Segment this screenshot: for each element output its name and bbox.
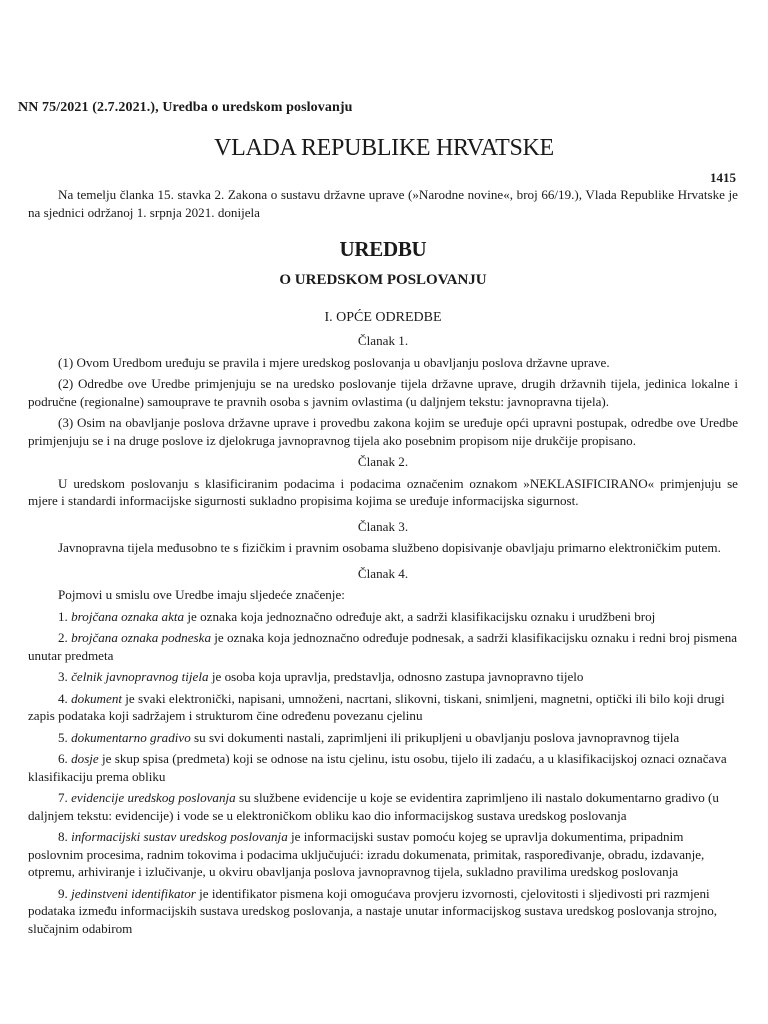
definition-number: 7. (58, 790, 68, 805)
definition-term: brojčana oznaka podneska (71, 630, 211, 645)
article-4-heading: Članak 4. (357, 565, 409, 581)
definition-term: jedinstveni identifikator (71, 885, 196, 901)
definition-term: brojčana oznaka akta (71, 608, 185, 624)
definition-term: dokument (71, 690, 123, 706)
article-4-intro: Pojmovi u smislu ove Uredbe imaju sljedeće značenje: (58, 587, 345, 602)
article-1-heading: Članak 1. (357, 333, 409, 348)
regulation-title: UREDBU (339, 237, 427, 261)
definition-term: dokumentarno gradivo (71, 729, 191, 745)
definition-text: je oznaka koja jednoznačno određuje akt, a sadrži klasifikacijsku oznaku i urudžbeni broj (187, 608, 656, 624)
regulation-subtitle: O UREDSKOM POSLOVANJU (279, 272, 487, 288)
definition-item (28, 789, 738, 824)
article-1-paragraph-2: (2) Odredbe ove Uredbe primjenjuju se na uredsko poslovanje tijela državne uprave, drugih državnih tijela, jedinica lokalne i područne (regionalne) samouprave te pravnih osoba s javnim ovlastima (u daljnjem tekstu: javnopravna tijela). (28, 376, 738, 409)
preamble: Na temelju članka 15. stavka 2. Zakona o sustavu državne uprave (»Narodne novine«, broj 66/19.), Vlada Republike Hrvatske je na sjednici održanoj 1. srpnja 2021. donijela (28, 187, 738, 220)
definition-item (28, 668, 738, 686)
definition-text: je svaki elektronički, napisani, umnoženi, nacrtani, slikovni, tiskani, snimljeni, magnetni, optički ili bilo koji drugi zapis podataka koji sadržajem i strukturom čine određenu povezanu cjelinu (28, 690, 725, 723)
article-1-paragraph-1: (1) Ovom Uredbom uređuju se pravila i mjere uredskog poslovanja u obavljanju poslova državne uprave. (58, 354, 610, 370)
definition-term: informacijski sustav uredskog poslovanja (71, 829, 288, 844)
definition-term: čelnik javnopravnog tijela (71, 669, 209, 684)
definition-number: 2. (58, 630, 68, 645)
definition-text: je informacijski sustav pomoću kojeg se upravlja dokumentima, pripadnim poslovnim procesima, radnim tokovima i podacima uključujući: izradu dokumenata, primitak, raspoređivanje, obradu, izdavanje, otpremu, arhiviranje i izlučivanje, u okviru obavljanja poslova javnopravnog tijela, sukladno pravilima uredskog poslovanja (28, 829, 705, 879)
definition-number: 3. (58, 669, 68, 684)
definition-item (28, 629, 738, 664)
definition-number: 4. (58, 690, 68, 706)
article-3-heading: Članak 3. (357, 518, 409, 534)
article-2-heading: Članak 2. (357, 454, 409, 469)
definition-term: dosje (71, 751, 99, 766)
article-3-paragraph-1: Javnopravna tijela međusobno te s fizičkim i pravnim osobama službeno dopisivanje obavljaju primarno elektroničkim putem. (58, 540, 721, 555)
definition-number: 9. (58, 885, 68, 901)
definition-number: 6. (58, 751, 68, 766)
definition-text: su svi dokumenti nastali, zaprimljeni ili prikupljeni u obavljanju poslova javnopravnog tijela (194, 729, 680, 745)
definition-item (28, 750, 738, 785)
document-number: 1415 (710, 170, 736, 185)
definition-text: je identifikator pismena koji omogućava provjeru izvornosti, cjelovitosti i sljedivosti pri razmjeni podataka između informacijskih sustava uredskog poslovanja, a nastaje unutar informacijskog sustava uredskog poslovanja strojno, slučajnim odabirom (28, 885, 718, 936)
definition-number: 1. (58, 608, 68, 624)
definition-text: je osoba koja upravlja, predstavlja, odnosno zastupa javnopravno tijelo (211, 669, 584, 684)
section-heading: I. OPĆE ODREDBE (324, 310, 442, 325)
definition-number: 8. (58, 829, 68, 844)
definition-text: je skup spisa (predmeta) koji se odnose na istu cjelinu, istu osobu, tijelo ili zadaću, a u klasifikacijskoj oznaci označava klasifikaciju prema obliku (28, 751, 727, 784)
definition-text: je oznaka koja jednoznačno određuje podnesak, a sadrži klasifikacijsku oznaku i redni broj pismena unutar predmeta (28, 630, 738, 663)
definition-number: 5. (58, 729, 68, 745)
definition-item (28, 729, 738, 747)
government-title: VLADA REPUBLIKE HRVATSKE (214, 135, 554, 161)
definition-term: evidencije uredskog poslovanja (71, 790, 236, 805)
document-citation: NN 75/2021 (2.7.2021.), Uredba o uredskom poslovanju (18, 100, 353, 115)
definition-item (28, 690, 738, 725)
definition-item (28, 885, 738, 938)
definition-item (28, 608, 738, 626)
article-1-paragraph-3: (3) Osim na obavljanje poslova državne uprave i provedbu zakona kojim se uređuje opći upravni postupak, odredbe ove Uredbe primjenjuju se i na druge poslove iz djelokruga javnopravnog tijela ako posebnim propisom nije drukčije propisano. (28, 415, 738, 448)
article-2-paragraph-1: U uredskom poslovanju s klasificiranim podacima i podacima označenim oznakom »NEKLASIFICIRANO« primjenjuju se mjere i standardi informacijske sigurnosti sukladno propisima kojima se uređuje informacijska sigurnost. (28, 475, 738, 508)
document-body (28, 186, 738, 941)
definition-item (28, 828, 738, 881)
definition-text: su službene evidencije u koje se evidentira zaprimljeno ili nastalo dokumentarno gradivo (u daljnjem tekstu: evidencije) i vode se u elektroničkom obliku kao dio informacijskog sustava uredskog poslovanja (28, 790, 719, 823)
